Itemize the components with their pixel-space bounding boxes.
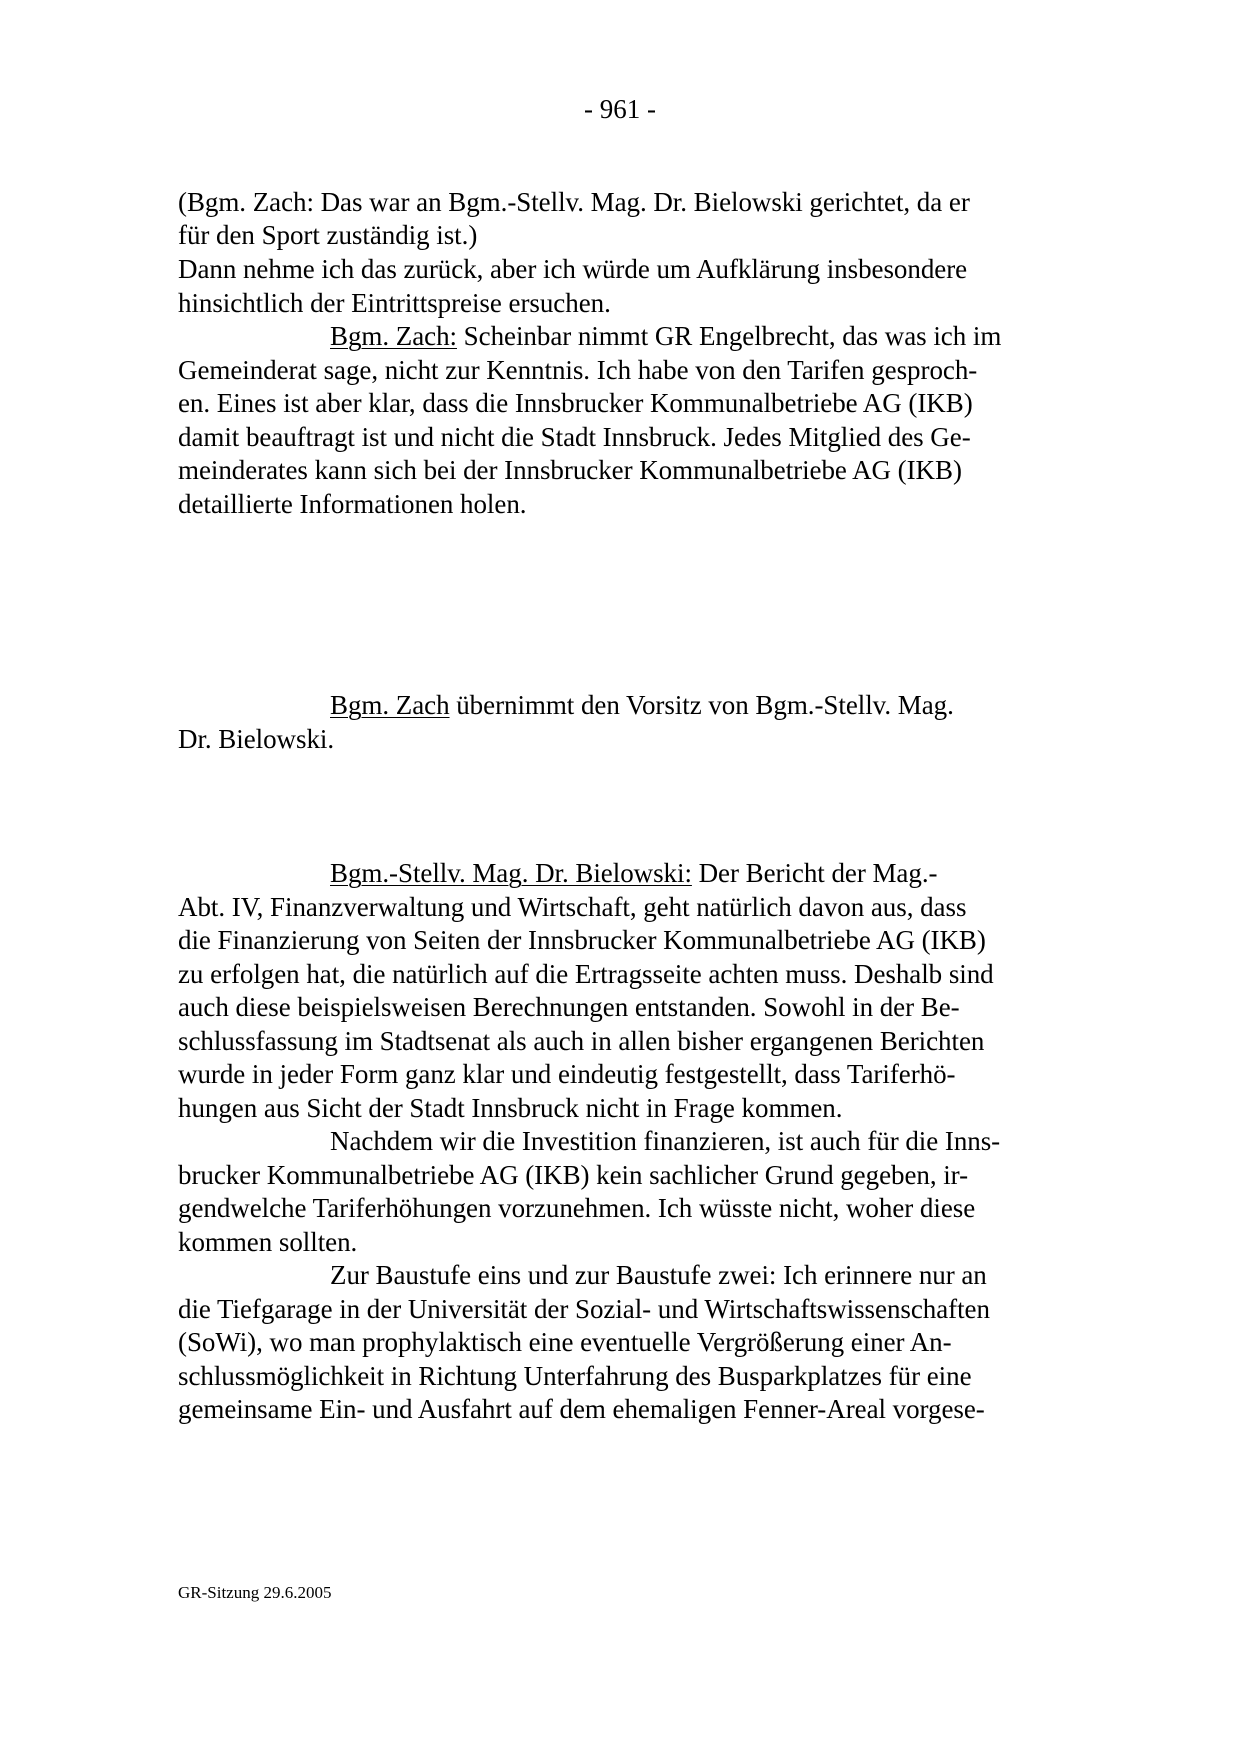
text-line: en. Eines ist aber klar, dass die Innsbrucker Kommunalbetriebe AG (IKB) bbox=[178, 388, 973, 418]
text-line: damit beauftragt ist und nicht die Stadt Innsbruck. Jedes Mitglied des Ge- bbox=[178, 422, 971, 452]
text-line: gendwelche Tariferhöhungen vorzunehmen. Ich wüsste nicht, woher diese bbox=[178, 1193, 976, 1223]
text-line: schlussmöglichkeit in Richtung Unterfahrung des Busparkplatzes für eine bbox=[178, 1361, 972, 1391]
text-line bbox=[330, 320, 1001, 352]
text-line: hinsichtlich der Eintrittspreise ersuchen. bbox=[178, 288, 611, 318]
text-line: detaillierte Informationen holen. bbox=[178, 489, 527, 519]
text-line: Zur Baustufe eins und zur Baustufe zwei: Ich erinnere nur an bbox=[330, 1260, 987, 1290]
text-line: meinderates kann sich bei der Innsbrucker Kommunalbetriebe AG (IKB) bbox=[178, 455, 962, 485]
text-segment: übernimmt den Vorsitz von Bgm.-Stellv. Mag. bbox=[449, 690, 954, 720]
speaker-name: Bgm.-Stellv. Mag. Dr. Bielowski: bbox=[330, 858, 692, 888]
text-line: Abt. IV, Finanzverwaltung und Wirtschaft, geht natürlich davon aus, dass bbox=[178, 892, 967, 922]
text-segment: Der Bericht der Mag.- bbox=[691, 858, 938, 888]
text-line: brucker Kommunalbetriebe AG (IKB) kein sachlicher Grund gegeben, ir- bbox=[178, 1160, 969, 1190]
page-footer: GR-Sitzung 29.6.2005 bbox=[178, 1583, 332, 1602]
speaker-name: Bgm. Zach bbox=[330, 690, 450, 720]
text-line: Dann nehme ich das zurück, aber ich würde um Aufklärung insbesondere bbox=[178, 254, 968, 284]
speaker-name: Bgm. Zach: bbox=[330, 321, 457, 351]
text-line: (Bgm. Zach: Das war an Bgm.-Stellv. Mag. Dr. Bielowski gerichtet, da er bbox=[178, 187, 970, 217]
text-line: Dr. Bielowski. bbox=[178, 724, 335, 754]
text-line: die Tiefgarage in der Universität der Sozial- und Wirtschaftswissenschaften bbox=[178, 1294, 990, 1324]
text-line: für den Sport zuständig ist.) bbox=[178, 220, 478, 250]
page-number: - 961 - bbox=[584, 94, 656, 124]
text-line: Gemeinderat sage, nicht zur Kenntnis. Ich habe von den Tarifen gesproch- bbox=[178, 355, 978, 385]
text-line: (SoWi), wo man prophylaktisch eine eventuelle Vergrößerung einer An- bbox=[178, 1327, 952, 1357]
text-line: schlussfassung im Stadtsenat als auch in allen bisher ergangenen Berichten bbox=[178, 1026, 985, 1056]
text-line: hungen aus Sicht der Stadt Innsbruck nicht in Frage kommen. bbox=[178, 1093, 843, 1123]
text-line: auch diese beispielsweisen Berechnungen entstanden. Sowohl in der Be- bbox=[178, 992, 960, 1022]
text-line bbox=[330, 857, 937, 889]
text-line: gemeinsame Ein- und Ausfahrt auf dem ehemaligen Fenner-Areal vorgese- bbox=[178, 1394, 985, 1424]
text-segment: Scheinbar nimmt GR Engelbrecht, das was ich im bbox=[456, 321, 1002, 351]
text-line: Nachdem wir die Investition finanzieren, ist auch für die Inns- bbox=[330, 1126, 1001, 1156]
text-line: zu erfolgen hat, die natürlich auf die Ertragsseite achten muss. Deshalb sind bbox=[178, 959, 994, 989]
text-line: kommen sollten. bbox=[178, 1227, 358, 1257]
text-line: wurde in jeder Form ganz klar und eindeutig festgestellt, dass Tariferhö- bbox=[178, 1059, 956, 1089]
text-line: die Finanzierung von Seiten der Innsbrucker Kommunalbetriebe AG (IKB) bbox=[178, 925, 986, 955]
text-line bbox=[330, 689, 954, 721]
